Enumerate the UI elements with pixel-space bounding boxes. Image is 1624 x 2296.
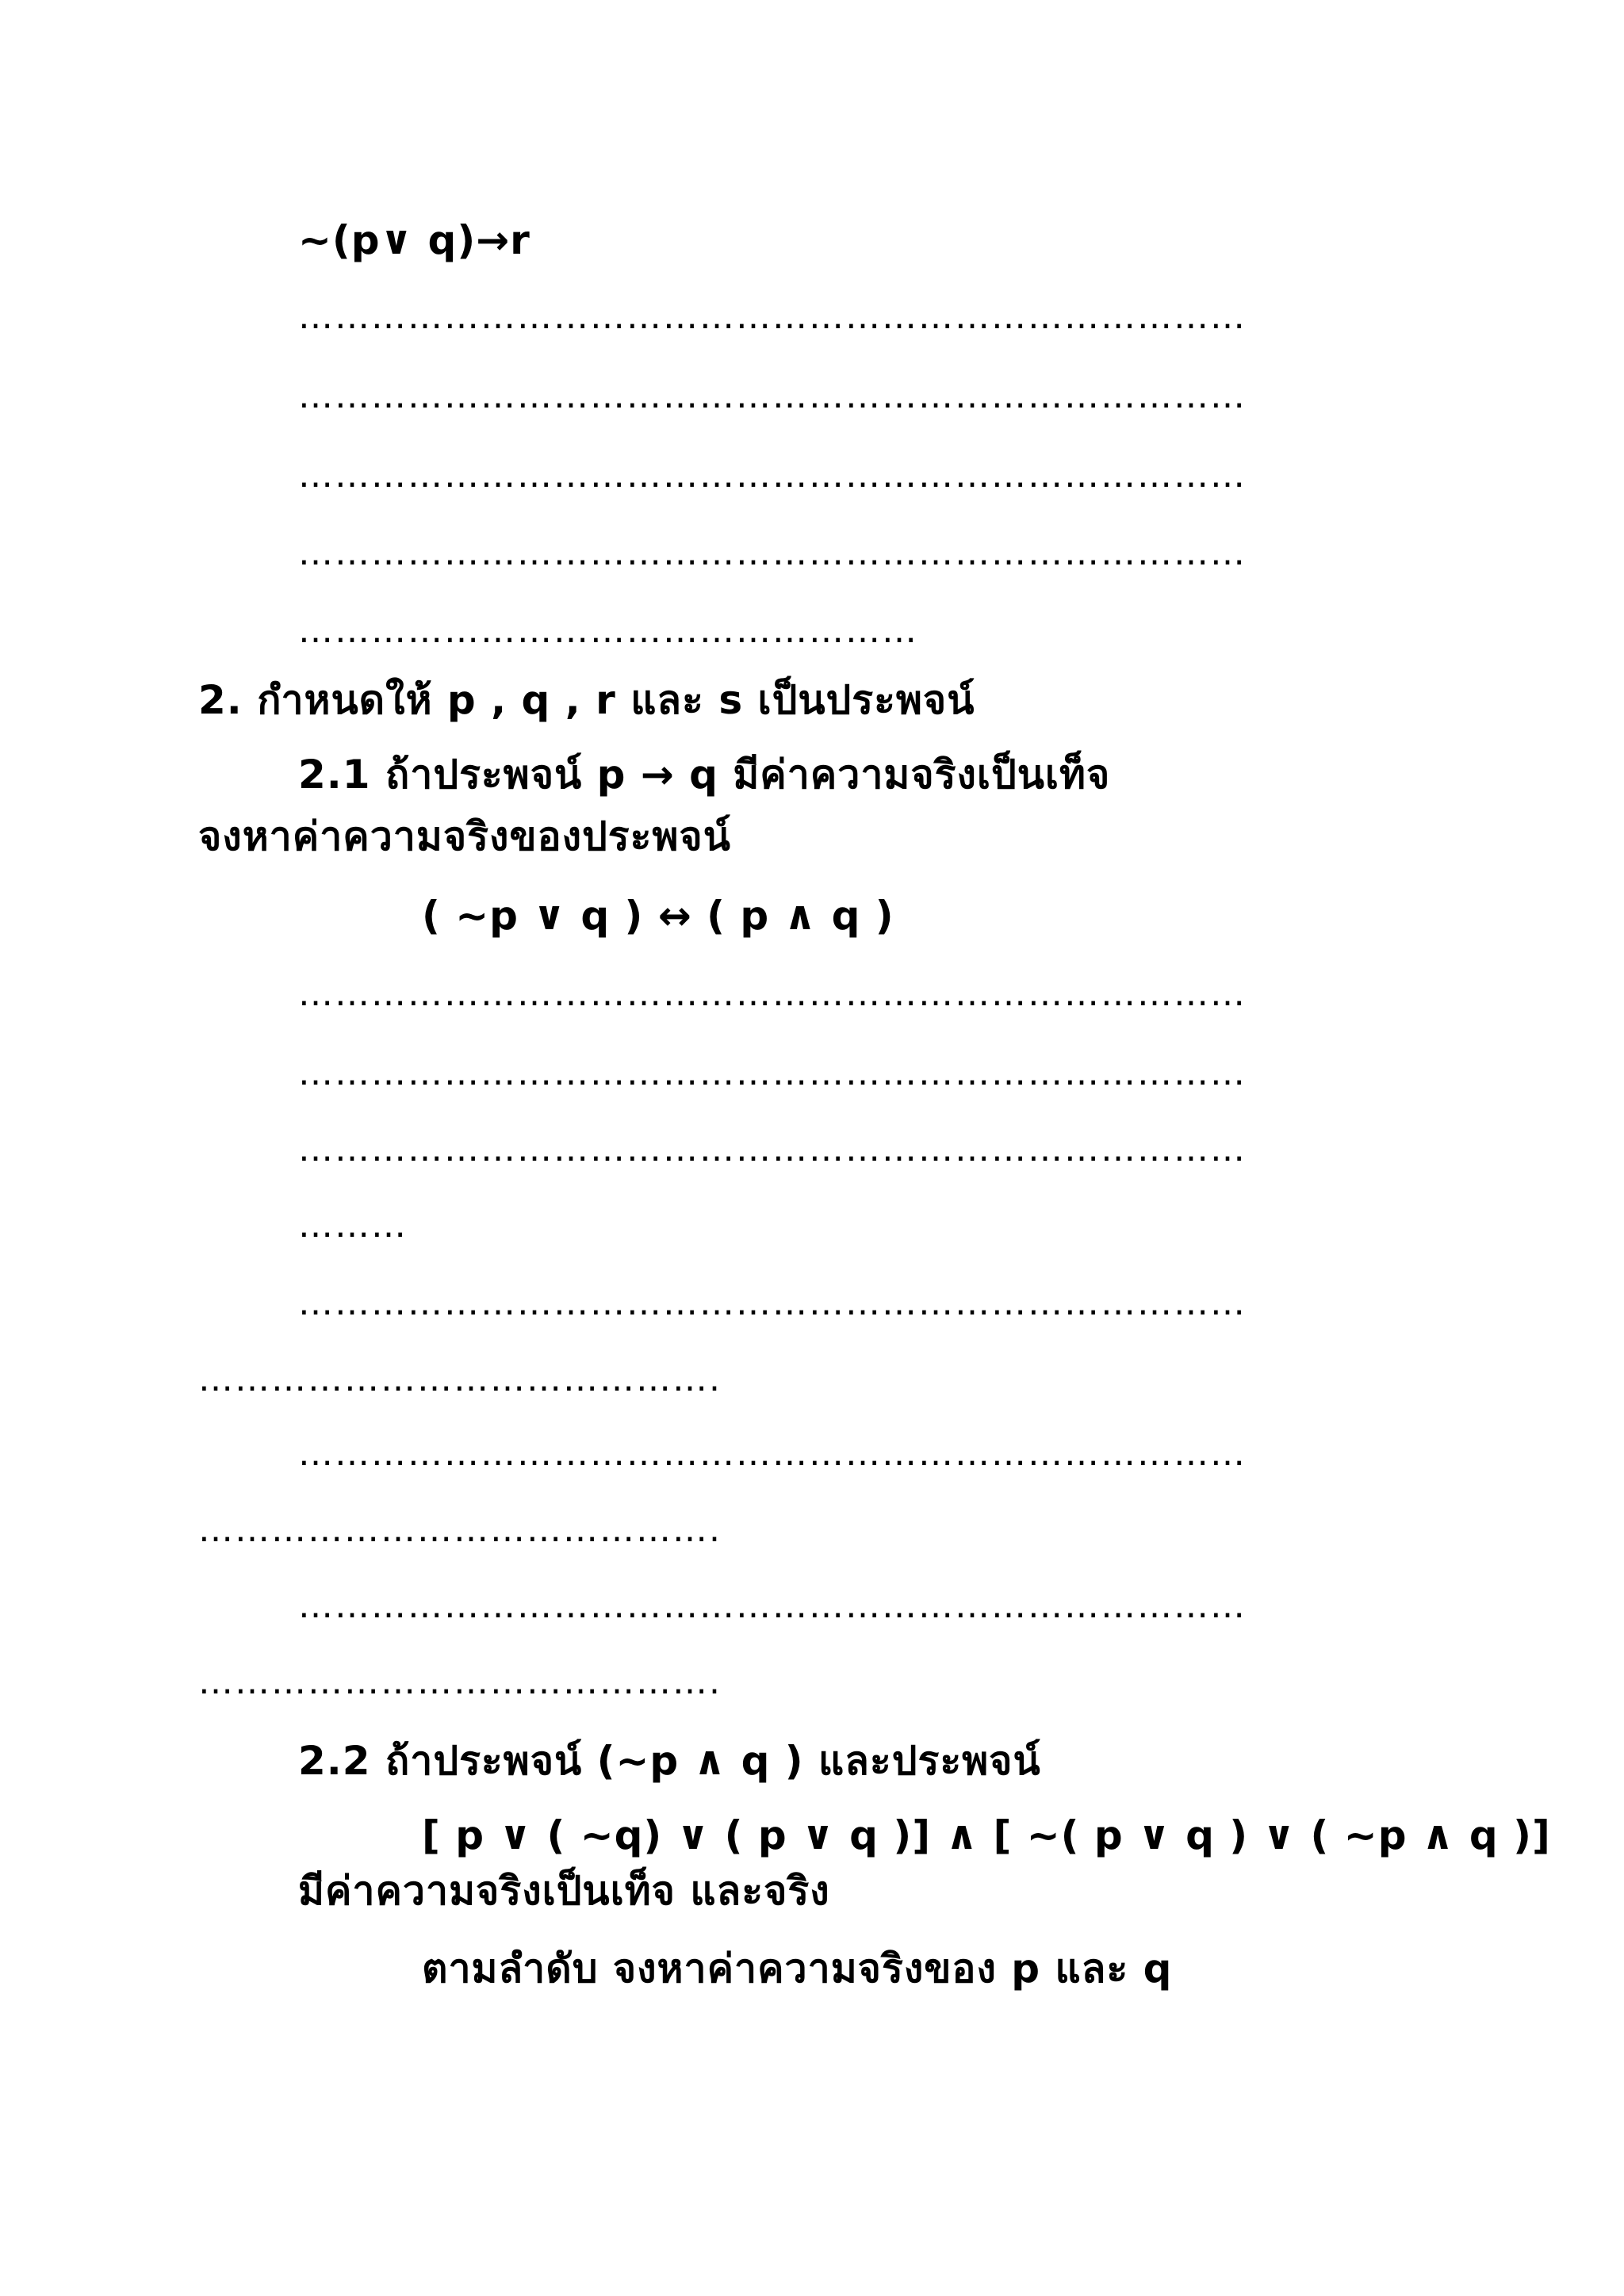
answer-line: …………………………………………………………………… bbox=[298, 455, 1247, 496]
answer-line: ……… bbox=[298, 1205, 408, 1246]
answer-line: …………………………………………………………………… bbox=[298, 297, 1247, 337]
question-2-1-formula: ( ~p ∨ q ) ↔ ( p ∧ q ) bbox=[422, 893, 894, 939]
question-2-heading: 2. กำหนดให้ p , q , r และ s เป็นประพจน์ bbox=[198, 677, 975, 723]
answer-line: …………………………………………………………………… bbox=[298, 1586, 1247, 1626]
answer-line: ……………………………………. bbox=[198, 1510, 722, 1550]
answer-line: …………………………………………………………………… bbox=[298, 533, 1247, 573]
question-2-2-line: 2.2 ถ้าประพจน์ (~p ∧ q ) และประพจน์ bbox=[298, 1738, 1041, 1784]
question-2-1-line: จงหาค่าความจริงของประพจน์ bbox=[198, 813, 731, 859]
answer-line: …………………………………………………………………… bbox=[298, 1283, 1247, 1323]
answer-line: …………………………………………………………………… bbox=[298, 974, 1247, 1014]
question-2-2-line: ตามลำดับ จงหาค่าความจริงของ p และ q bbox=[422, 1946, 1173, 1992]
answer-line: …………………………………………………………………… bbox=[298, 1053, 1247, 1093]
answer-line: ……………………………………. bbox=[198, 1662, 722, 1702]
answer-line: …………………………………………………………………… bbox=[298, 1129, 1247, 1169]
answer-line: ……………………………………. bbox=[198, 1359, 722, 1399]
question-2-2-formula: [ p ∨ ( ~q) ∨ ( p ∨ q )] ∧ [ ~( p ∨ q ) ∨ ( ~p ∧ q )] bbox=[422, 1812, 1551, 1858]
formula-top: ~(p∨ q)→r bbox=[298, 217, 530, 263]
answer-line: …………………………………………… bbox=[298, 610, 918, 651]
answer-line: …………………………………………………………………… bbox=[298, 1433, 1247, 1474]
question-2-1-line: 2.1 ถ้าประพจน์ p → q มีค่าความจริงเป็นเท็จ bbox=[298, 752, 1111, 798]
answer-line: …………………………………………………………………… bbox=[298, 376, 1247, 416]
question-2-2-line: มีค่าความจริงเป็นเท็จ และจริง bbox=[298, 1868, 830, 1914]
